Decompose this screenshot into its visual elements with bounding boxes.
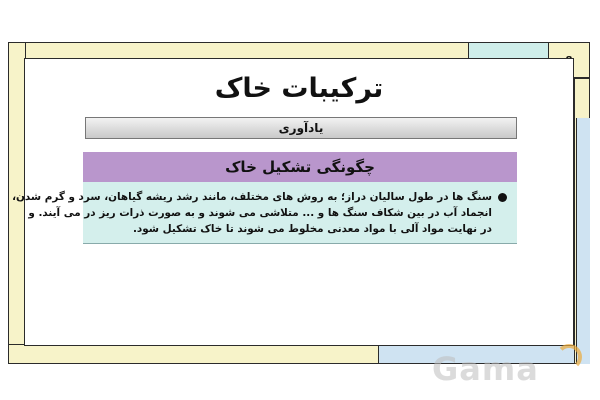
section-heading: چگونگی تشکیل خاک — [225, 158, 375, 176]
subtitle-bar — [85, 117, 517, 139]
watermark-arc-icon — [556, 344, 582, 370]
frame-bottom-left — [8, 344, 384, 364]
section-heading-bar — [83, 152, 517, 182]
slide-title: ترکیبات خاک — [214, 73, 384, 104]
frame-right-blue — [576, 118, 590, 364]
watermark-logo: Gama — [432, 350, 539, 388]
bullet-icon — [498, 193, 507, 202]
slide-content — [12, 58, 574, 346]
body-line-3: در نهایت مواد آلی با مواد معدنی مخلوط می شوند تا خاک تشکیل شود. — [132, 223, 492, 235]
body-line-1-text: سنگ ها در طول سالیان دراز؛ به روش های مختلف، مانند رشد ریشه گیاهان، سرد و گرم شدن، — [12, 191, 492, 203]
subtitle-label: یادآوری — [278, 121, 324, 135]
body-line-1 — [12, 189, 507, 205]
body-text-box — [12, 182, 517, 244]
body-line-2: انجماد آب در بین شکاف سنگ ها و ... متلاشی می شوند و به صورت ذرات ریز در می آیند. و — [28, 207, 492, 219]
